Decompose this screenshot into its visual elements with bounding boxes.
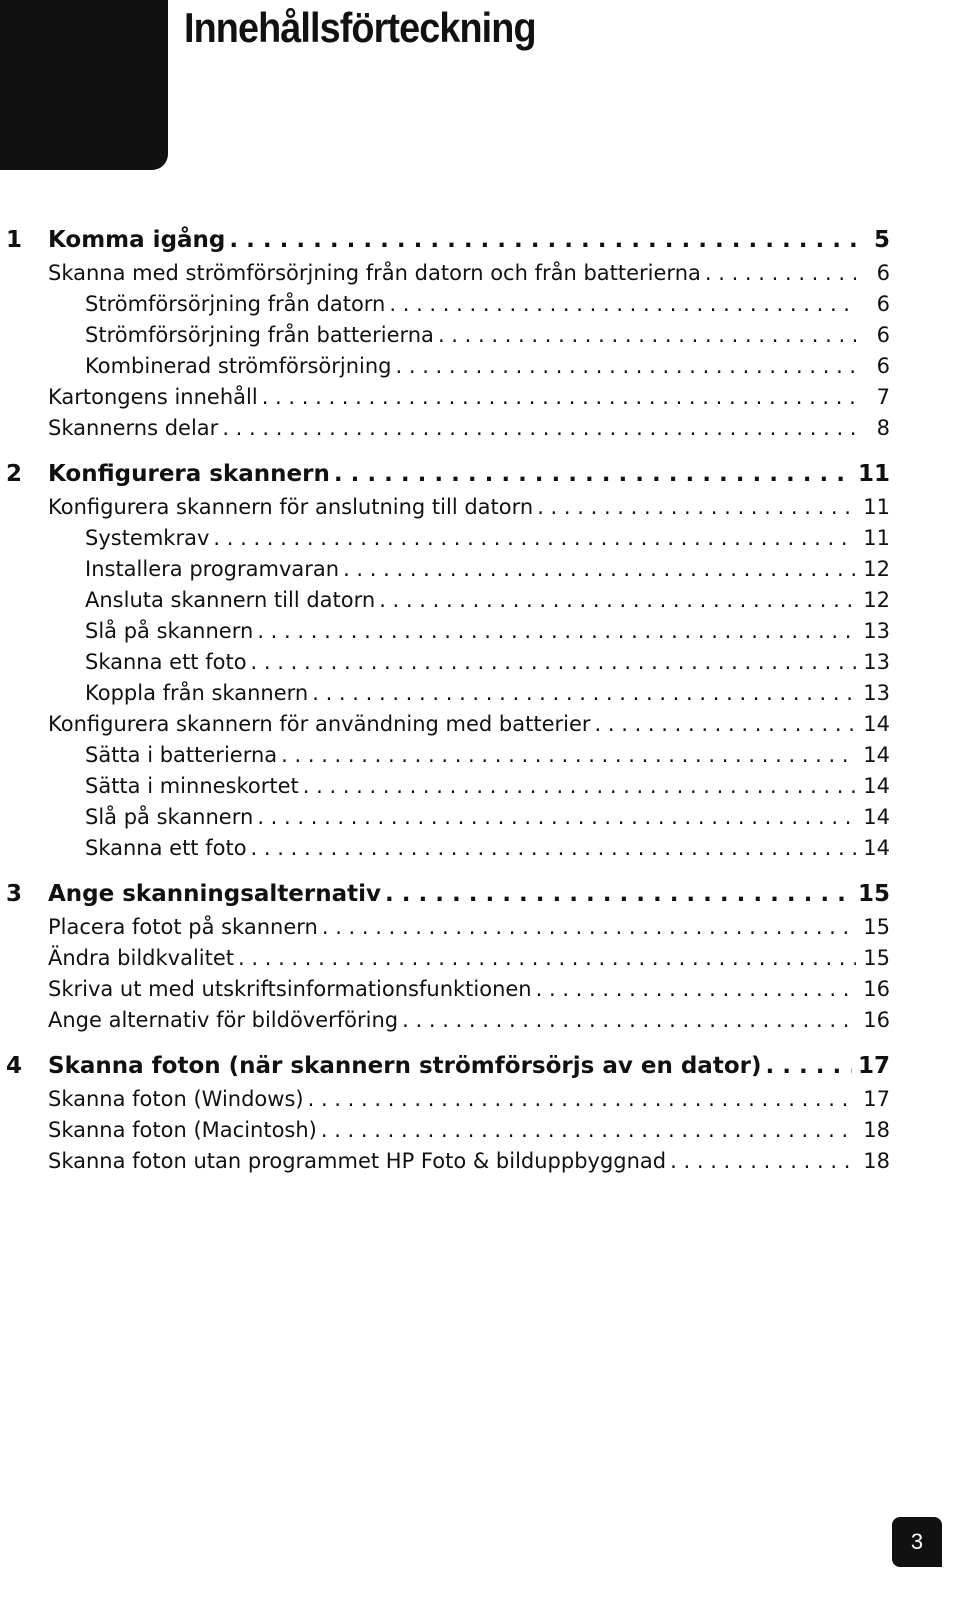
toc-entry[interactable] <box>0 588 890 619</box>
toc-chapter-heading[interactable] <box>0 1053 890 1087</box>
entry-page-number: 16 <box>863 977 890 1001</box>
page-title: Innehållsförteckning <box>184 4 536 51</box>
chapter-page-number: 11 <box>857 461 890 487</box>
entry-label: Skanna foton (Windows) <box>48 1087 304 1111</box>
entry-label: Skanna foton utan programmet HP Foto & bilduppbyggnad <box>48 1149 667 1173</box>
toc-chapter-heading[interactable] <box>0 461 890 495</box>
dot-leader <box>670 1149 856 1173</box>
entry-label: Slå på skannern <box>85 805 254 829</box>
entry-label: Skanna foton (Macintosh) <box>48 1118 317 1142</box>
dot-leader <box>321 1118 856 1142</box>
entry-label: Skanna ett foto <box>85 836 247 860</box>
toc-entry[interactable] <box>0 836 890 867</box>
dot-leader <box>303 774 856 798</box>
dot-leader <box>251 836 856 860</box>
entry-page-number: 14 <box>863 805 890 829</box>
toc-entry[interactable] <box>0 354 890 385</box>
entry-label: Placera fotot på skannern <box>48 915 318 939</box>
dot-leader <box>222 416 856 440</box>
entry-label: Kombinerad strömförsörjning <box>85 354 392 378</box>
entry-page-number: 16 <box>863 1008 890 1032</box>
entry-label: Installera programvaran <box>85 557 340 581</box>
entry-label: Konfigurera skannern för anslutning till datorn <box>48 495 534 519</box>
entry-page-number: 6 <box>876 261 890 285</box>
toc-entry[interactable] <box>0 323 890 354</box>
dot-leader <box>257 805 856 829</box>
chapter-title: Skanna foton (när skannern strömförsörjs av en dator) <box>48 1053 762 1079</box>
dot-leader <box>322 915 856 939</box>
dot-leader <box>389 292 856 316</box>
entry-label: Systemkrav <box>85 526 210 550</box>
toc-entry[interactable] <box>0 774 890 805</box>
entry-page-number: 6 <box>876 292 890 316</box>
toc-entry[interactable] <box>0 557 890 588</box>
chapter-title: Konfigurera skannern <box>48 461 330 487</box>
dot-leader <box>536 977 856 1001</box>
entry-page-number: 13 <box>863 650 890 674</box>
toc-entry[interactable] <box>0 416 890 447</box>
chapter-number: 2 <box>6 461 23 487</box>
toc-entry[interactable] <box>0 1087 890 1118</box>
dot-leader <box>595 712 856 736</box>
chapter-number: 3 <box>6 881 23 907</box>
dot-leader <box>281 743 856 767</box>
toc-entry[interactable] <box>0 681 890 712</box>
entry-label: Sätta i minneskortet <box>85 774 299 798</box>
entry-page-number: 15 <box>863 915 890 939</box>
entry-label: Ändra bildkvalitet <box>48 946 235 970</box>
chapter-number: 1 <box>6 227 23 253</box>
entry-page-number: 13 <box>863 619 890 643</box>
dot-leader <box>213 526 856 550</box>
toc-entry[interactable] <box>0 292 890 323</box>
entry-page-number: 18 <box>863 1118 890 1142</box>
dot-leader <box>396 354 857 378</box>
dot-leader <box>385 881 852 907</box>
toc-entry[interactable] <box>0 946 890 977</box>
toc-entry[interactable] <box>0 619 890 650</box>
chapter-page-number: 5 <box>873 227 890 253</box>
entry-page-number: 6 <box>876 323 890 347</box>
toc-entry[interactable] <box>0 650 890 681</box>
entry-label: Sätta i batterierna <box>85 743 278 767</box>
entry-page-number: 15 <box>863 946 890 970</box>
chapter-page-number: 17 <box>857 1053 890 1079</box>
entry-page-number: 13 <box>863 681 890 705</box>
entry-label: Skanna ett foto <box>85 650 247 674</box>
entry-page-number: 14 <box>863 712 890 736</box>
toc-entry[interactable] <box>0 712 890 743</box>
entry-label: Koppla från skannern <box>85 681 309 705</box>
dot-leader <box>705 261 856 285</box>
dot-leader <box>402 1008 856 1032</box>
dot-leader <box>308 1087 856 1111</box>
toc-chapter <box>0 227 890 447</box>
entry-page-number: 17 <box>863 1087 890 1111</box>
entry-page-number: 14 <box>863 836 890 860</box>
dot-leader <box>537 495 856 519</box>
dot-leader <box>438 323 856 347</box>
dot-leader <box>312 681 856 705</box>
toc-entry[interactable] <box>0 977 890 1008</box>
entry-label: Konfigurera skannern för användning med batterier <box>48 712 591 736</box>
dot-leader <box>334 461 852 487</box>
entry-page-number: 18 <box>863 1149 890 1173</box>
toc-entry[interactable] <box>0 1008 890 1039</box>
entry-page-number: 14 <box>863 774 890 798</box>
page-number-badge: 3 <box>892 1517 942 1567</box>
chapter-number: 4 <box>6 1053 23 1079</box>
entry-page-number: 12 <box>863 557 890 581</box>
entry-label: Strömförsörjning från batterierna <box>85 323 434 347</box>
entry-page-number: 6 <box>876 354 890 378</box>
toc-entry[interactable] <box>0 385 890 416</box>
chapter-title: Ange skanningsalternativ <box>48 881 382 907</box>
entry-label: Strömförsörjning från datorn <box>85 292 386 316</box>
dot-leader <box>229 227 856 253</box>
toc-chapter-heading[interactable] <box>0 881 890 915</box>
toc-chapter <box>0 1053 890 1180</box>
entry-label: Skanna med strömförsörjning från datorn och från batterierna <box>48 261 701 285</box>
toc-entry[interactable] <box>0 526 890 557</box>
entry-page-number: 11 <box>863 526 890 550</box>
toc-entry[interactable] <box>0 495 890 526</box>
table-of-contents <box>0 227 890 1194</box>
toc-chapter <box>0 881 890 1039</box>
dot-leader <box>343 557 856 581</box>
toc-chapter <box>0 461 890 867</box>
toc-entry[interactable] <box>0 743 890 774</box>
toc-entry[interactable] <box>0 1149 890 1180</box>
entry-page-number: 11 <box>863 495 890 519</box>
entry-page-number: 14 <box>863 743 890 767</box>
toc-entry[interactable] <box>0 1118 890 1149</box>
entry-label: Ansluta skannern till datorn <box>85 588 376 612</box>
entry-label: Skannerns delar <box>48 416 219 440</box>
entry-page-number: 7 <box>876 385 890 409</box>
toc-entry[interactable] <box>0 805 890 836</box>
dot-leader <box>257 619 856 643</box>
dot-leader <box>238 946 856 970</box>
dot-leader <box>379 588 856 612</box>
entry-label: Kartongens innehåll <box>48 385 258 409</box>
dot-leader <box>765 1053 852 1079</box>
entry-label: Skriva ut med utskriftsinformationsfunktionen <box>48 977 532 1001</box>
chapter-tab-block <box>0 0 168 170</box>
entry-page-number: 8 <box>876 416 890 440</box>
dot-leader <box>262 385 856 409</box>
entry-label: Slå på skannern <box>85 619 254 643</box>
toc-entry[interactable] <box>0 915 890 946</box>
toc-chapter-heading[interactable] <box>0 227 890 261</box>
chapter-title: Komma igång <box>48 227 226 253</box>
toc-entry[interactable] <box>0 261 890 292</box>
entry-label: Ange alternativ för bildöverföring <box>48 1008 399 1032</box>
dot-leader <box>251 650 856 674</box>
entry-page-number: 12 <box>863 588 890 612</box>
chapter-page-number: 15 <box>857 881 890 907</box>
